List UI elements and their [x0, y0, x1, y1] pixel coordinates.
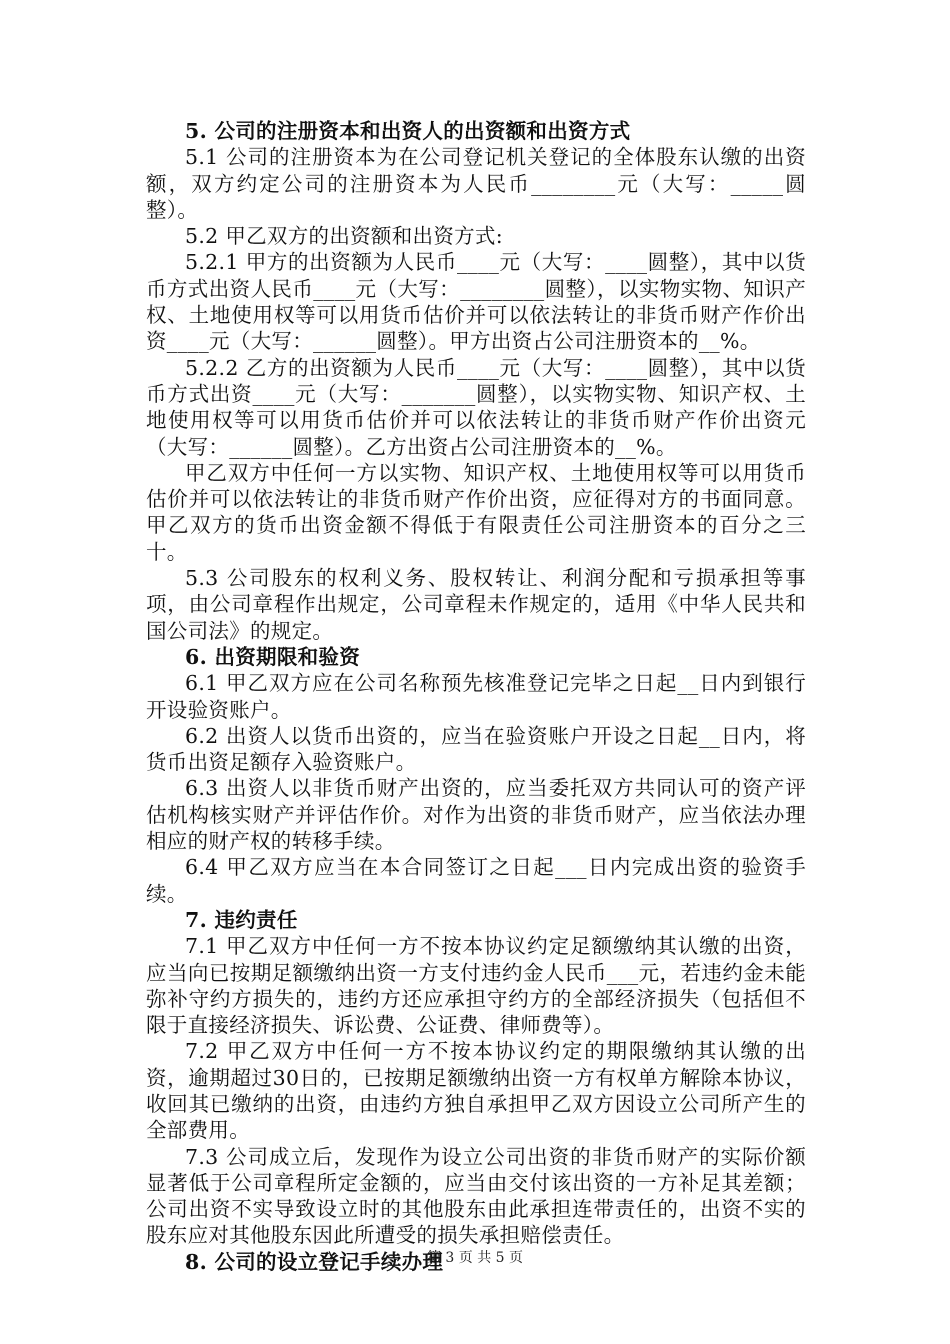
paragraph: 6.1 甲乙双方应在公司名称预先核准登记完毕之日起__日内到银行开设验资账户。	[146, 671, 806, 722]
section-heading: 6. 出资期限和验资	[185, 644, 361, 669]
paragraph: 6.2 出资人以货币出资的，应当在验资账户开设之日起__日内，将货币出资足额存入验资账户。	[146, 723, 806, 775]
section-heading: 8. 公司的设立登记手续办理	[185, 1249, 444, 1274]
paragraph: 甲乙双方中任何一方以实物、知识产权、土地使用权等可以用货币估价并可以依法转让的非货币财产作价出资，应征得对方的书面同意。甲乙双方的货币出资金额不得低于有限责任公司注册资本的百分之三十。	[146, 460, 806, 564]
paragraph: 6.4 甲乙双方应当在本合同签订之日起___日内完成出资的验资手续。	[146, 855, 806, 906]
paragraph: 5.2.2 乙方的出资额为人民币____元（大写：____圆整），其中以货币方式出资____元（大写：_______圆整），以实物实物、知识产权、土地使用权等可以用货币估价并可以依法转让的非货币财产作价出资元（大写：______圆整）。乙方出资占公司注册资本的__%。	[146, 355, 806, 459]
page-footer: 第 3 页 共 5 页	[426, 1250, 524, 1266]
paragraph: 6.3 出资人以非货币财产出资的，应当委托双方共同认可的资产评估机构核实财产并评估作价。对作为出资的非货币财产，应当依法办理相应的财产权的转移手续。	[146, 776, 806, 854]
paragraph: 5.1 公司的注册资本为在公司登记机关登记的全体股东认缴的出资额，双方约定公司的注册资本为人民币________元（大写：_____圆整）。	[146, 145, 806, 222]
paragraph: 7.3 公司成立后，发现作为设立公司出资的非货币财产的实际价额显著低于公司章程所定金额的，应当由交付该出资的一方补足其差额；公司出资不实导致设立时的其他股东由此承担连带责任的，出资不实的股东应对其他股东因此所遭受的损失承担赔偿责任。	[146, 1144, 806, 1248]
paragraph: 5.2 甲乙双方的出资额和出资方式:	[185, 224, 503, 249]
paragraph: 7.1 甲乙双方中任何一方不按本协议约定足额缴纳其认缴的出资，应当向已按期足额缴纳出资一方支付违约金人民币___元，若违约金未能弥补守约方损失的，违约方还应承担守约方的全部经济损失（包括但不限于直接经济损失、诉讼费、公证费、律师费等）。	[146, 934, 806, 1038]
section-heading: 7. 违约责任	[185, 907, 298, 932]
paragraph: 5.3 公司股东的权利义务、股权转让、利润分配和亏损承担等事项，由公司章程作出规定，公司章程未作规定的，适用《中华人民共和国公司法》的规定。	[146, 566, 806, 643]
section-heading: 5. 公司的注册资本和出资人的出资额和出资方式	[185, 119, 631, 143]
paragraph: 5.2.1 甲方的出资额为人民币____元（大写：____圆整），其中以货币方式出资人民币____元（大写：________圆整），以实物实物、知识产权、土地使用权等可以用货币估价并可以依法转让的非货币财产作价出资____元（大写：______圆整）。甲方出资占公司注册资本的__%。	[146, 250, 806, 354]
paragraph: 7.2 甲乙双方中任何一方不按本协议约定的期限缴纳其认缴的出资，逾期超过30日的，已按期足额缴纳出资一方有权单方解除本协议，收回其已缴纳的出资，由违约方独自承担甲乙双方因设立公司所产生的全部费用。	[146, 1039, 806, 1143]
document-body	[146, 118, 806, 1275]
